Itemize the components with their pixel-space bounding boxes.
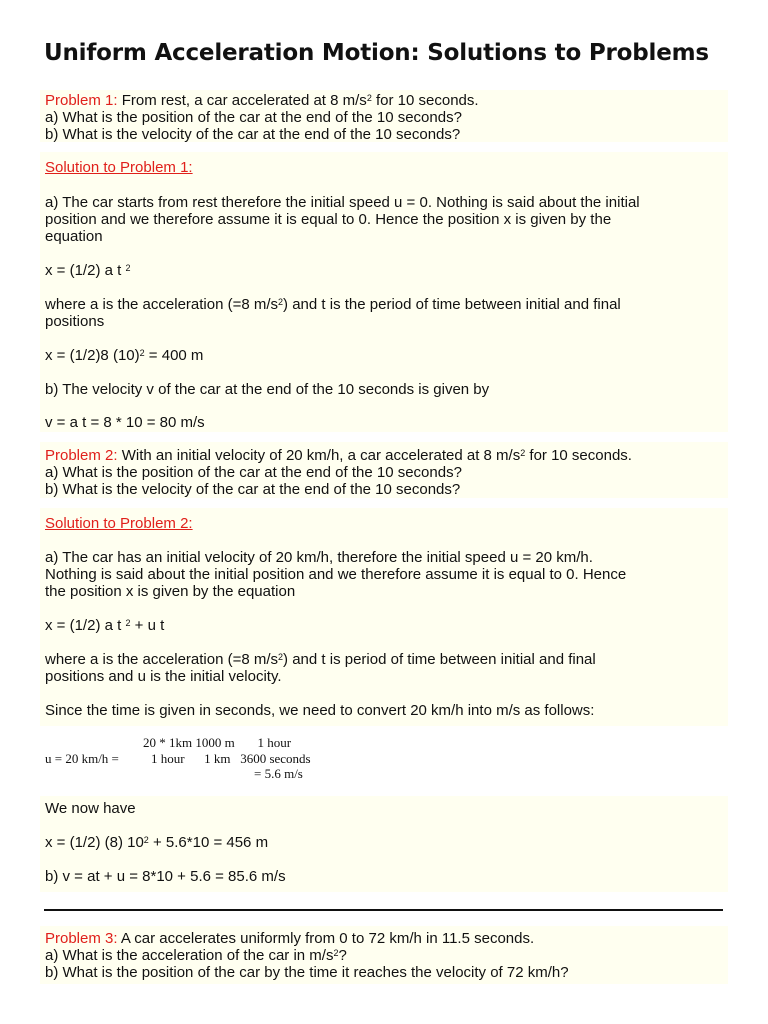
- solution-2-text: where a is the acceleration (=8 $m/s^2$) and t is period of time between initial and final: [45, 651, 596, 668]
- problem-2-question-a: a) What is the position of the car at the end of the 10 seconds?: [45, 464, 462, 481]
- solution-2-text: We now have: [45, 800, 136, 817]
- solution-2-text: a) The car has an initial velocity of 20 km/h, therefore the initial speed u = 20 km/h.: [45, 549, 593, 566]
- problem-1-question-b: b) What is the velocity of the car at the end of the 10 seconds?: [45, 126, 461, 143]
- problem-2-stem: Problem 2: With an initial velocity of 20 km/h, a car accelerated at 8 $m/s^2$ for 10 seconds.: [45, 447, 632, 464]
- solution-2-text: Nothing is said about the initial position and we therefore assume it is equal to 0. Hence: [45, 566, 627, 583]
- solution-1-text: positions: [45, 313, 105, 330]
- solution-2-equation: x = (1/2) (8) $10^2 + 5.6*10 = 456$ m: [45, 834, 269, 851]
- solution-1-equation: x = (1/2)8 $(10)^2 = 400$ m: [45, 347, 204, 364]
- problem-3-label: Problem 3:: [45, 930, 118, 947]
- problem-1-label: Problem 1:: [45, 92, 118, 109]
- solution-1-equation: v = a t = 8 * 10 = 80 m/s: [45, 414, 205, 431]
- problem-3-question-b: b) What is the position of the car by the time it reaches the velocity of 72 km/h?: [45, 964, 569, 981]
- problem-2-label: Problem 2:: [45, 447, 118, 464]
- solution-1-text: equation: [45, 228, 103, 245]
- solution-1-heading: Solution to Problem 1:: [45, 159, 193, 176]
- conversion-denominators: 1 hour 1 km 3600 seconds: [151, 751, 311, 766]
- solution-2-heading: Solution to Problem 2:: [45, 515, 193, 532]
- solution-1-text: b) The velocity v of the car at the end of the 10 seconds is given by: [45, 381, 490, 398]
- solution-1-text: a) The car starts from rest therefore the initial speed u = 0. Nothing is said about the initial: [45, 194, 640, 211]
- solution-2-text: Since the time is given in seconds, we need to convert 20 km/h into m/s as follows:: [45, 702, 595, 719]
- problem-1-question-a: a) What is the position of the car at the end of the 10 seconds?: [45, 109, 462, 126]
- conversion-result: = 5.6 m/s: [254, 766, 303, 781]
- section-divider: [44, 909, 723, 911]
- problem-3-stem: Problem 3: A car accelerates uniformly from 0 to 72 km/h in 11.5 seconds.: [45, 930, 535, 947]
- solution-1-text: position and we therefore assume it is equal to 0. Hence the position x is given by the: [45, 211, 612, 228]
- solution-2-equation: x = (1/2) a t $^2$ + u t: [45, 617, 165, 634]
- page-title: Uniform Acceleration Motion: Solutions to Problems: [44, 40, 709, 66]
- problem-1-stem: Problem 1: From rest, a car accelerated at 8 $m/s^2$ for 10 seconds.: [45, 92, 479, 109]
- solution-2-text: positions and u is the initial velocity.: [45, 668, 282, 685]
- problem-3-question-a: a) What is the acceleration of the car in $m/s^2$?: [45, 947, 347, 964]
- conversion-numerators: 20 * 1km 1000 m 1 hour: [143, 735, 292, 750]
- solution-2-equation: b) v = at + u = 8*10 + 5.6 = 85.6 m/s: [45, 868, 286, 885]
- conversion-left: u = 20 km/h =: [45, 751, 119, 766]
- problem-2-question-b: b) What is the velocity of the car at the end of the 10 seconds?: [45, 481, 461, 498]
- solution-1-equation: x = (1/2) a t $^2$: [45, 262, 131, 279]
- solution-2-text: the position x is given by the equation: [45, 583, 296, 600]
- solution-1-text: where a is the acceleration (=8 $m/s^2$) and t is the period of time between initial and final: [45, 296, 621, 313]
